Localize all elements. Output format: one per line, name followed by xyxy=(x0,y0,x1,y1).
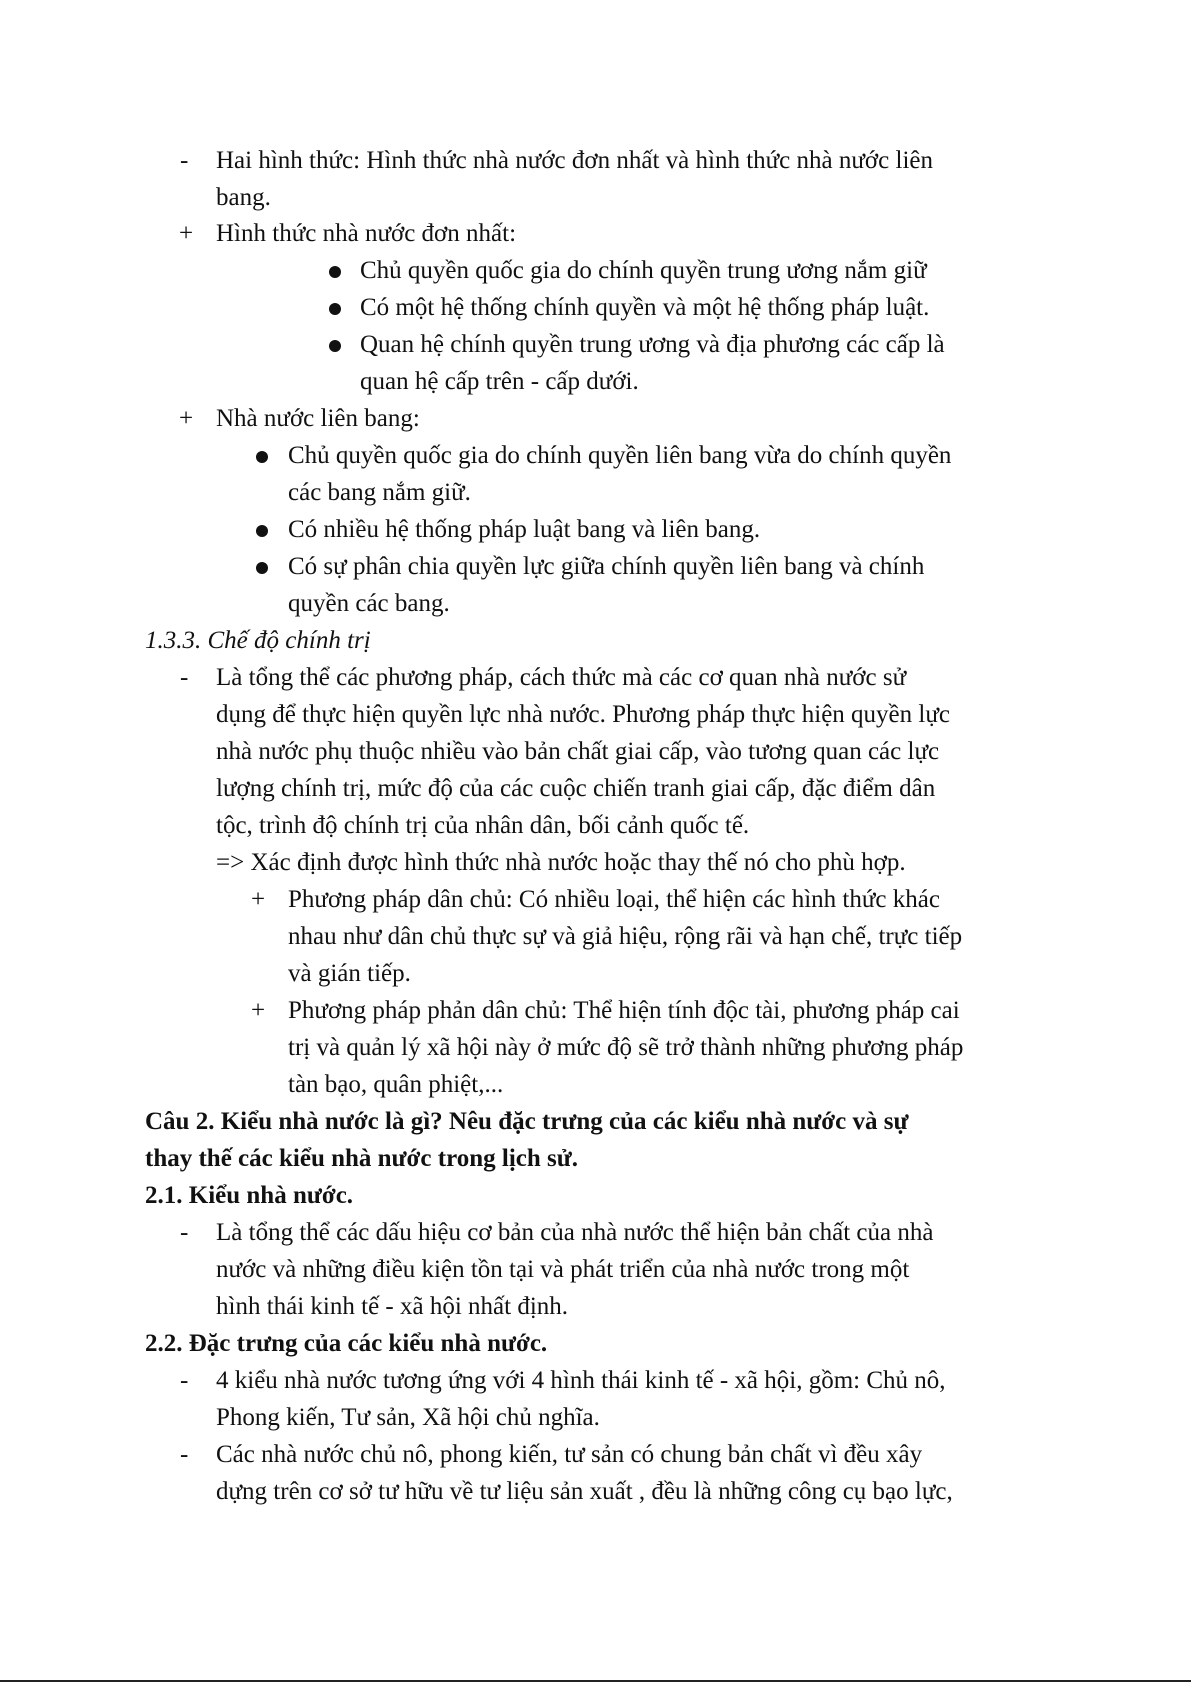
text-line: Các nhà nước chủ nô, phong kiến, tư sản có chung bản chất vì đều xây xyxy=(216,1441,923,1468)
text-line: tộc, trình độ chính trị của nhân dân, bối cảnh quốc tế. xyxy=(216,812,750,839)
text-line: trị và quản lý xã hội này ở mức độ sẽ trở thành những phương pháp xyxy=(288,1034,964,1061)
text-line: Phương pháp phản dân chủ: Thể hiện tính độc tài, phương pháp cai xyxy=(288,997,960,1024)
bullet-dot xyxy=(329,340,341,352)
bullet-dot xyxy=(256,562,268,574)
text-line: quyền các bang. xyxy=(288,590,450,617)
text-line: nhau như dân chủ thực sự và giả hiệu, rộng rãi và hạn chế, trực tiếp xyxy=(288,923,963,950)
dash-marker: - xyxy=(180,1367,189,1394)
plus-marker: + xyxy=(179,405,194,432)
text-line: Hai hình thức: Hình thức nhà nước đơn nhất và hình thức nhà nước liên xyxy=(216,147,933,174)
bullet-dot xyxy=(256,525,268,537)
section-heading: 1.3.3. Chế độ chính trị xyxy=(145,627,371,654)
text-line: Chủ quyền quốc gia do chính quyền trung ương nắm giữ xyxy=(360,257,927,284)
subsection-heading: 2.1. Kiểu nhà nước. xyxy=(145,1182,354,1209)
text-line: nước và những điều kiện tồn tại và phát triển của nhà nước trong một xyxy=(216,1256,910,1283)
dash-marker: - xyxy=(180,1219,189,1246)
text-line: hình thái kinh tế - xã hội nhất định. xyxy=(216,1293,569,1320)
page-bottom-rule xyxy=(0,1680,1191,1682)
text-line: 4 kiểu nhà nước tương ứng với 4 hình thái kinh tế - xã hội, gồm: Chủ nô, xyxy=(216,1367,946,1394)
text-line: => Xác định được hình thức nhà nước hoặc thay thế nó cho phù hợp. xyxy=(216,849,906,876)
text-line: Phương pháp dân chủ: Có nhiều loại, thể hiện các hình thức khác xyxy=(288,886,940,913)
bullet-dot xyxy=(329,266,341,278)
text-line: Chủ quyền quốc gia do chính quyền liên bang vừa do chính quyền xyxy=(288,442,952,469)
text-line: Có sự phân chia quyền lực giữa chính quyền liên bang và chính xyxy=(288,553,925,580)
question-heading: Câu 2. Kiểu nhà nước là gì? Nêu đặc trưng của các kiểu nhà nước và sự xyxy=(145,1108,909,1135)
plus-marker: + xyxy=(251,997,266,1024)
text-line: Quan hệ chính quyền trung ương và địa phương các cấp là xyxy=(360,331,945,358)
dash-marker: - xyxy=(180,664,189,691)
subsection-heading: 2.2. Đặc trưng của các kiểu nhà nước. xyxy=(145,1330,548,1357)
text-line: Có nhiều hệ thống pháp luật bang và liên bang. xyxy=(288,516,761,543)
text-line: tàn bạo, quân phiệt,... xyxy=(288,1071,504,1098)
text-line: quan hệ cấp trên - cấp dưới. xyxy=(360,368,639,395)
text-line: Nhà nước liên bang: xyxy=(216,405,420,432)
plus-marker: + xyxy=(251,886,266,913)
text-line: dụng để thực hiện quyền lực nhà nước. Phương pháp thực hiện quyền lực xyxy=(216,701,950,728)
text-line: Hình thức nhà nước đơn nhất: xyxy=(216,220,517,247)
text-line: nhà nước phụ thuộc nhiều vào bản chất giai cấp, vào tương quan các lực xyxy=(216,738,940,765)
bullet-dot xyxy=(256,451,268,463)
bullet-dot xyxy=(329,303,341,315)
text-line: Phong kiến, Tư sản, Xã hội chủ nghĩa. xyxy=(216,1404,600,1431)
text-line: lượng chính trị, mức độ của các cuộc chiến tranh giai cấp, đặc điểm dân xyxy=(216,775,936,802)
text-line: dựng trên cơ sở tư hữu về tư liệu sản xuất , đều là những công cụ bạo lực, xyxy=(216,1478,953,1505)
text-line: Là tổng thể các phương pháp, cách thức mà các cơ quan nhà nước sử xyxy=(216,664,907,691)
text-line: Có một hệ thống chính quyền và một hệ thống pháp luật. xyxy=(360,294,930,321)
text-line: và gián tiếp. xyxy=(288,960,411,987)
text-line: bang. xyxy=(216,184,271,211)
dash-marker: - xyxy=(180,1441,189,1468)
plus-marker: + xyxy=(179,220,194,247)
text-line: Là tổng thể các dấu hiệu cơ bản của nhà nước thể hiện bản chất của nhà xyxy=(216,1219,934,1246)
dash-marker: - xyxy=(180,147,189,174)
text-line: các bang nắm giữ. xyxy=(288,479,471,506)
question-heading: thay thế các kiểu nhà nước trong lịch sử. xyxy=(145,1145,578,1172)
